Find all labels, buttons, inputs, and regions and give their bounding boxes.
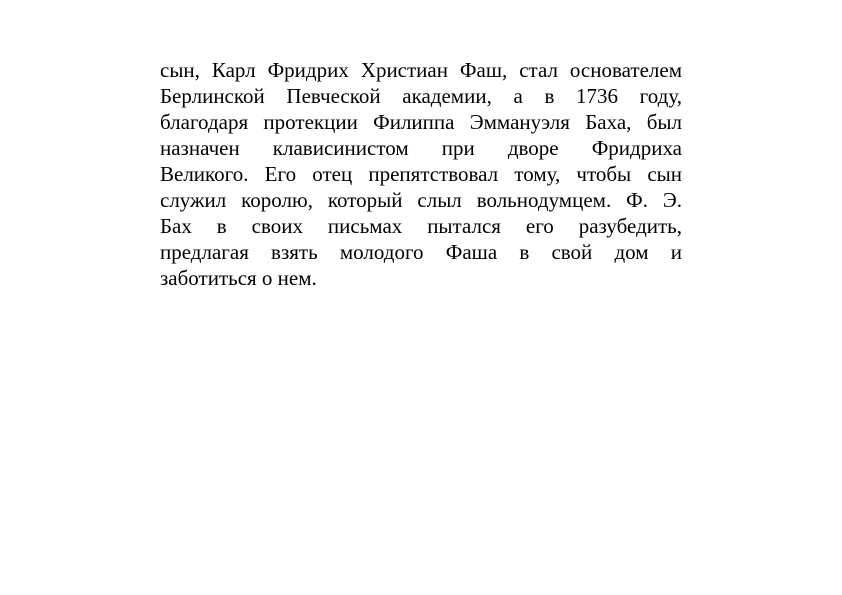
body-paragraph: [160, 57, 682, 291]
paragraph-line-2: Берлинской Певческой академии, а в 1736 году,: [160, 84, 682, 108]
paragraph-line-1: сын, Карл Фридрих Христиан Фаш, стал основателем: [160, 58, 682, 82]
paragraph-line-5: Великого. Его отец препятствовал тому, чтобы сын: [160, 162, 682, 186]
paragraph-line-6: служил королю, который слыл вольнодумцем. Ф. Э.: [160, 188, 682, 212]
paragraph-line-8: предлагая взять молодого Фаша в свой дом и: [160, 240, 682, 264]
paragraph-line-9: заботиться о нем.: [160, 266, 317, 290]
paragraph-line-3: благодаря протекции Филиппа Эммануэля Баха, был: [160, 110, 682, 134]
paragraph-line-7: Бах в своих письмах пытался его разубедить,: [160, 214, 682, 238]
paragraph-line-4: назначен клависинистом при дворе Фридриха: [160, 136, 682, 160]
